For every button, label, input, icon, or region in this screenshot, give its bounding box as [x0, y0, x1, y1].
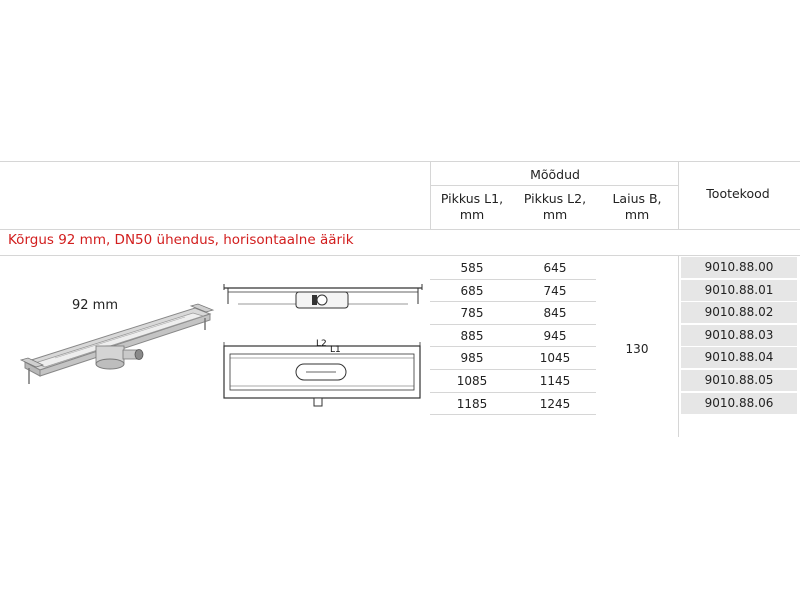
cell-l1: 785	[460, 306, 484, 321]
width-value: 130	[625, 342, 649, 356]
cell-l1: 985	[460, 351, 484, 366]
row-separator	[430, 414, 596, 415]
measures-left-rule	[430, 161, 431, 229]
col-header-code: Tootekood	[706, 186, 770, 201]
cell-l2: 1245	[539, 396, 571, 411]
product-code: 9010.88.05	[681, 370, 797, 391]
col-header-l2: Pikkus L2, mm	[523, 191, 587, 222]
drawing-label-l1: L1	[330, 345, 341, 355]
code-left-rule	[678, 161, 679, 229]
col-header-b: Laius B, mm	[612, 191, 662, 222]
cell-l1: 885	[460, 328, 484, 343]
measures-rule	[430, 185, 678, 186]
cell-l2: 1045	[539, 351, 571, 366]
cell-l2: 945	[543, 328, 567, 343]
section-subtitle: Kõrgus 92 mm, DN50 ühendus, horisontaalne äärik	[8, 232, 354, 248]
product-code: 9010.88.04	[681, 347, 797, 368]
cell-l2: 745	[543, 283, 567, 298]
codes-left-rule	[678, 255, 679, 437]
subtitle-bottom-rule	[0, 255, 800, 256]
col-header-l1: Pikkus L1, mm	[440, 191, 504, 222]
header-bottom-rule	[0, 229, 800, 230]
product-code: 9010.88.01	[681, 280, 797, 301]
cell-l2: 845	[543, 306, 567, 321]
product-code: 9010.88.06	[681, 393, 797, 414]
cell-l1: 1085	[456, 374, 488, 388]
product-code: 9010.88.00	[681, 257, 797, 278]
measures-header: Mõõdud	[530, 167, 580, 182]
cell-l1: 1185	[456, 396, 488, 411]
top-rule	[0, 161, 800, 162]
drawing-top-view	[218, 336, 428, 412]
drain-product-image	[15, 300, 215, 395]
cell-l1: 585	[460, 261, 484, 275]
product-code: 9010.88.03	[681, 325, 797, 346]
drawing-side-view	[218, 280, 428, 316]
product-code: 9010.88.02	[681, 302, 797, 323]
cell-l1: 685	[460, 283, 484, 298]
drawing-label-l2: L2	[316, 339, 327, 349]
cell-l2: 1145	[539, 374, 571, 388]
height-label: 92 mm	[72, 298, 119, 313]
cell-l2: 645	[543, 261, 567, 275]
